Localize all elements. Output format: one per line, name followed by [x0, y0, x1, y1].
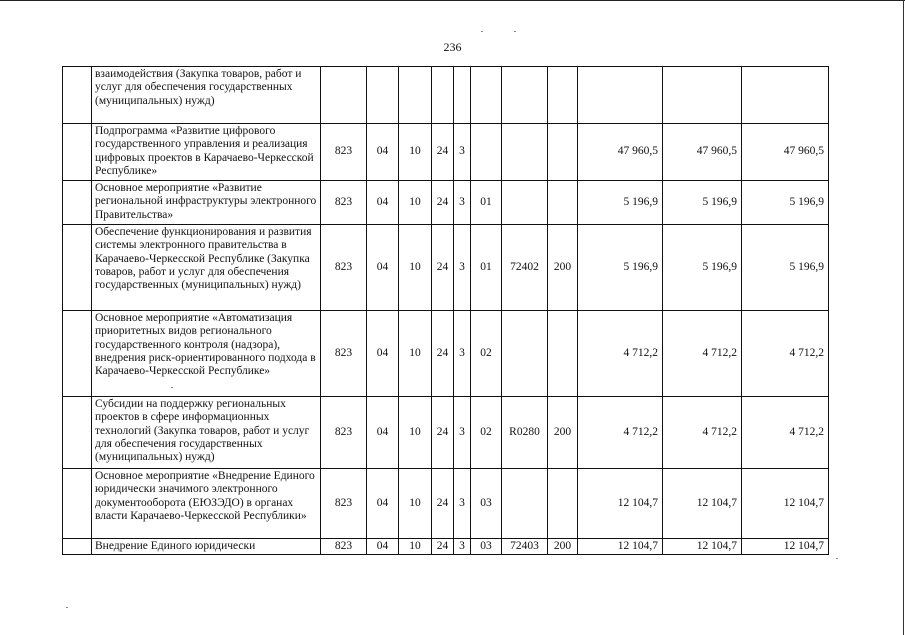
section-cell: 04 — [367, 124, 399, 181]
direction-cell — [502, 67, 548, 124]
expense-type-cell — [548, 181, 578, 225]
sum2-cell: 4 712,2 — [663, 397, 742, 469]
scan-speck — [514, 31, 516, 32]
sum2-cell — [663, 67, 742, 124]
row-name-cell: взаимодействия (Закупка товаров, работ и услуг для обеспечения государственных (муниципальных) нужд) — [92, 67, 321, 124]
sum2-cell: 5 196,9 — [663, 181, 742, 225]
table-row — [63, 181, 829, 225]
row-name-cell: Внедрение Единого юридически — [92, 539, 321, 555]
row-name-cell: Основное мероприятие «Внедрение Единого юридически значимого электронного документооборота (ЕЮЗЭДО) в органах власти Карачаево-Черкесской Республики» — [92, 469, 321, 539]
event-cell: 03 — [471, 469, 502, 539]
subprogram-cell: 3 — [454, 124, 471, 181]
sum1-cell: 4 712,2 — [578, 397, 663, 469]
subsection-cell: 10 — [399, 124, 432, 181]
sum3-cell: 5 196,9 — [742, 181, 829, 225]
program-cell: 24 — [432, 469, 454, 539]
row-name-cell: Основное мероприятие «Автоматизация приоритетных видов регионального государственного контроля (надзора), внедрения риск-ориентированного подхода в Карачаево-Черкесской Республике» — [92, 311, 321, 397]
table-row — [63, 397, 829, 469]
row-index-cell — [63, 311, 92, 397]
sum1-cell: 4 712,2 — [578, 311, 663, 397]
row-index-cell — [63, 469, 92, 539]
event-cell: 01 — [471, 225, 502, 311]
table-row — [63, 469, 829, 539]
table-row — [63, 124, 829, 181]
sum3-cell — [742, 67, 829, 124]
budget-table — [62, 66, 829, 555]
direction-cell — [502, 469, 548, 539]
table-row — [63, 67, 829, 124]
subprogram-cell: 3 — [454, 539, 471, 555]
sum2-cell: 47 960,5 — [663, 124, 742, 181]
program-cell: 24 — [432, 124, 454, 181]
page-border-right — [903, 0, 904, 635]
section-cell — [367, 67, 399, 124]
section-cell: 04 — [367, 181, 399, 225]
subprogram-cell: 3 — [454, 397, 471, 469]
page-number: 236 — [443, 40, 462, 54]
sum2-cell: 5 196,9 — [663, 225, 742, 311]
row-name-cell: Основное мероприятие «Развитие региональной инфраструктуры электронного Правительства» — [92, 181, 321, 225]
expense-type-cell — [548, 124, 578, 181]
sum3-cell: 47 960,5 — [742, 124, 829, 181]
ministry-cell: 823 — [321, 397, 367, 469]
ministry-cell: 823 — [321, 311, 367, 397]
sum2-cell: 12 104,7 — [663, 469, 742, 539]
row-name-cell: Субсидии на поддержку региональных проектов в сфере информационных технологий (Закупка товаров, работ и услуг для обеспечения государственных (муниципальных) нужд) — [92, 397, 321, 469]
subsection-cell: 10 — [399, 311, 432, 397]
subsection-cell: 10 — [399, 469, 432, 539]
direction-cell — [502, 181, 548, 225]
direction-cell: R0280 — [502, 397, 548, 469]
page-border-top — [0, 0, 905, 1]
expense-type-cell: 200 — [548, 539, 578, 555]
event-cell — [471, 124, 502, 181]
sum3-cell: 5 196,9 — [742, 225, 829, 311]
scan-speck — [171, 387, 173, 388]
ministry-cell: 823 — [321, 225, 367, 311]
expense-type-cell — [548, 469, 578, 539]
direction-cell — [502, 311, 548, 397]
event-cell: 01 — [471, 181, 502, 225]
ministry-cell: 823 — [321, 539, 367, 555]
subsection-cell — [399, 67, 432, 124]
program-cell: 24 — [432, 311, 454, 397]
ministry-cell: 823 — [321, 181, 367, 225]
event-cell: 02 — [471, 397, 502, 469]
sum3-cell: 12 104,7 — [742, 539, 829, 555]
event-cell — [471, 67, 502, 124]
sum1-cell: 12 104,7 — [578, 469, 663, 539]
scan-speck — [836, 558, 838, 559]
program-cell — [432, 67, 454, 124]
subprogram-cell: 3 — [454, 311, 471, 397]
row-index-cell — [63, 181, 92, 225]
table-row — [63, 225, 829, 311]
direction-cell: 72402 — [502, 225, 548, 311]
program-cell: 24 — [432, 397, 454, 469]
row-index-cell — [63, 539, 92, 555]
section-cell: 04 — [367, 469, 399, 539]
expense-type-cell — [548, 311, 578, 397]
row-name-cell: Обеспечение функционирования и развития системы электронного правительства в Карачаево-Черкесской Республике (Закупка товаров, работ и услуг для обеспечения государственных (муниципальных) нужд) — [92, 225, 321, 311]
event-cell: 02 — [471, 311, 502, 397]
sum1-cell: 47 960,5 — [578, 124, 663, 181]
subsection-cell: 10 — [399, 181, 432, 225]
direction-cell — [502, 124, 548, 181]
row-index-cell — [63, 225, 92, 311]
sum1-cell: 12 104,7 — [578, 539, 663, 555]
subsection-cell: 10 — [399, 397, 432, 469]
subprogram-cell: 3 — [454, 225, 471, 311]
sum1-cell: 5 196,9 — [578, 225, 663, 311]
sum3-cell: 4 712,2 — [742, 311, 829, 397]
section-cell: 04 — [367, 539, 399, 555]
section-cell: 04 — [367, 311, 399, 397]
subprogram-cell: 3 — [454, 181, 471, 225]
program-cell: 24 — [432, 225, 454, 311]
section-cell: 04 — [367, 397, 399, 469]
sum3-cell: 4 712,2 — [742, 397, 829, 469]
expense-type-cell: 200 — [548, 397, 578, 469]
sum1-cell: 5 196,9 — [578, 181, 663, 225]
direction-cell: 72403 — [502, 539, 548, 555]
sum3-cell: 12 104,7 — [742, 469, 829, 539]
section-cell: 04 — [367, 225, 399, 311]
row-index-cell — [63, 67, 92, 124]
table-row — [63, 311, 829, 397]
subsection-cell: 10 — [399, 539, 432, 555]
subsection-cell: 10 — [399, 225, 432, 311]
ministry-cell — [321, 67, 367, 124]
event-cell: 03 — [471, 539, 502, 555]
expense-type-cell: 200 — [548, 225, 578, 311]
program-cell: 24 — [432, 539, 454, 555]
program-cell: 24 — [432, 181, 454, 225]
scan-speck — [66, 607, 68, 608]
ministry-cell: 823 — [321, 469, 367, 539]
row-name-cell: Подпрограмма «Развитие цифрового государственного управления и реализация цифровых проектов в Карачаево-Черкесской Республике» — [92, 124, 321, 181]
ministry-cell: 823 — [321, 124, 367, 181]
subprogram-cell: 3 — [454, 469, 471, 539]
expense-type-cell — [548, 67, 578, 124]
sum1-cell — [578, 67, 663, 124]
table-row — [63, 539, 829, 555]
sum2-cell: 4 712,2 — [663, 311, 742, 397]
subprogram-cell — [454, 67, 471, 124]
scan-speck — [481, 31, 483, 32]
row-index-cell — [63, 397, 92, 469]
sum2-cell: 12 104,7 — [663, 539, 742, 555]
row-index-cell — [63, 124, 92, 181]
